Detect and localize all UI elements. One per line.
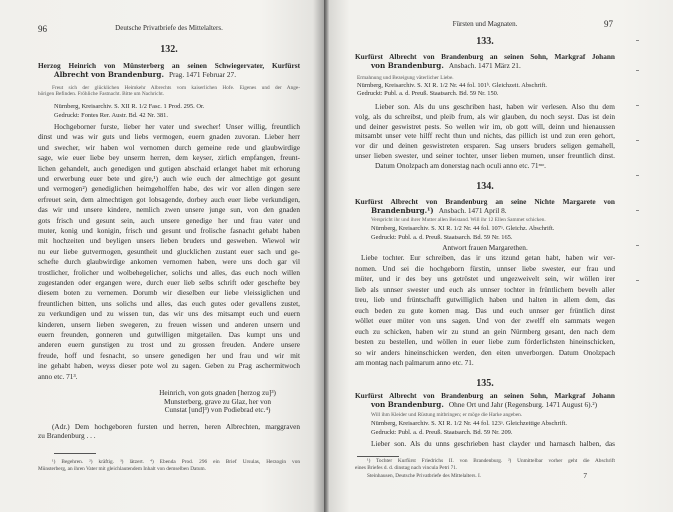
place-date: Ansbach. 1471 April 8. — [438, 206, 507, 215]
signature-line: Heinrich, von gots gnaden [herzog zu]³) — [159, 388, 276, 397]
margin-mark — [636, 40, 639, 41]
letter-summary: Ermahnung und Bezeigung väterlicher Liebe. — [357, 75, 454, 81]
margin-mark — [636, 140, 639, 141]
letter-title: Kurfürst Albrecht von Brandenburg an seinen Sohn, Markgraf Johann — [355, 52, 615, 61]
body-line: unser lieben swester, und seiner tochter, unser lieben mumen, unser freuntlich dinst. — [355, 151, 615, 160]
body-line: dinst und was wir guts und liebs vermogen, euern gnaden zuvoran. Lieber herr — [38, 132, 300, 142]
body-line: mit hochzeiten und beyligen unsers lieben bruders und geswehen. Wiewol wir — [38, 236, 300, 246]
printed-source: Gedruckt: Publ. a. d. Preuß. Staatsarch. Bd. 59 Nr. 150. — [357, 90, 499, 97]
printed-source: Gedruckt: Publ. a. d. Preuß. Staatsarch. Bd. 59 Nr. 209. — [371, 429, 513, 436]
body-line: schefte durch glaubwirdige ankomen vernomen haben, were uns doch gar vil — [38, 257, 300, 267]
letter-summary: Freut sich der glücklichen Heimkehr Albrechts vom kaiserlichen Hofe. Eigenes und der Ange- — [52, 85, 300, 91]
margin-mark — [636, 175, 639, 176]
place-date: Prag. 1471 Februar 27. — [168, 70, 237, 79]
footnote: Münsterberg, an ihren Vater mit gleichlautendem Inhalt von demselben Datum. — [38, 466, 206, 472]
body-line: wöllet euer müter von uns sagen. Und von der zwelff eln sammats wegen — [355, 316, 615, 325]
body-line: und swecher, wir haben wol vernomen durch gemeine rede und glaubwirdige — [38, 142, 300, 152]
letter-title-line2 — [371, 401, 597, 409]
body-line: diesem boten zu vernemen. Dorumb wir dieselben eur liebe vleissiglichen und — [38, 288, 300, 298]
body-line: euch zu schicken, haben wir zu stund an gein Nürmberg gesant, den nach dem — [355, 326, 615, 336]
address-line: (Adr.) Dem hochgeboren fursten und herren, heren Albrechten, marggraven — [52, 422, 300, 431]
letter-number: 133. — [476, 36, 494, 47]
body-line: gots frisch und gesunt sein, auch unsere genedige her und frau vater und — [38, 215, 300, 225]
place-date: Ansbach. 1471 März 21. — [448, 61, 521, 70]
body-line: euch beden zu gute komen mag. Das und euch unnser ger früntlich dinst — [355, 305, 615, 315]
footnote-rule — [54, 453, 96, 454]
letter-summary: Verspricht ihr und ihrer Mutter allen Beistand. Will ihr 12 Ellen Sammet schicken. — [371, 217, 546, 223]
body-line: sage, wie euer liebe bey unserm herren, dem keyser, zirlich empfangen, freunt- — [38, 153, 300, 163]
body-line: Hochgeborner furste, lieber her vater und swecher! Unser willig, freuntlich — [54, 122, 300, 131]
page-number: 96 — [38, 24, 47, 34]
archive-source: Nürnberg, Kreisarchiv. S. XI R. 1/2 Nr. 44 fol. 101ᵇ. Gleichzeit. Abschrift. — [357, 82, 547, 89]
printed-source: Gedruckt: Fontes Rer. Austr. Bd. 42 Nr. 381. — [54, 112, 168, 119]
body-line: lieb als unnser swester und euch als unnser tochter in früntlichem bevelh aller — [355, 284, 615, 294]
body-line: das wir und unsere kindere, nemlich zwen unsere junge sun, von den gnaden — [38, 205, 300, 215]
letter-heading: Antwort frauen Margarethen. — [442, 243, 528, 252]
addressee: Albrecht von Brandenburg. — [54, 70, 164, 79]
body-line: erfreuet sein, dem almechtigen got lobsagende, dorbey auch euer liebe verkundigen, — [38, 194, 300, 204]
running-head: Fürsten und Magnaten. — [452, 20, 518, 28]
letter-title: Herzog Heinrich von Münsterberg an seinen Schwiegervater, Kurfürst — [38, 61, 300, 70]
letter-title: Kurfürst Albrecht von Brandenburg an seinen Sohn, Markgraf Johann — [355, 391, 615, 400]
body-line: lichen gehandelt, auch genedigen und gutigen abschaid erlanget habet mit erhorung — [38, 163, 300, 173]
body-line: trostlicher, frolicher und wolbehegelicher, solichs und alles, das euch noch willen — [38, 267, 300, 277]
body-line: am montag nach palmarum anno etc. 71. — [355, 358, 474, 367]
body-line: freude, hoff und fesnacht, so unsere genedigen her und frau und wir mit — [38, 350, 300, 360]
letter-summary: hörigen Befinden. Fröhliche Fastnacht. Bitte um Nachricht. — [38, 91, 165, 97]
archive-source: Nürnberg, Kreisarchiv. S. XI R. 1/2 Nr. 44 fol. 107ᵃ. Gleichz. Abschrift. — [371, 225, 555, 232]
margin-mark — [636, 105, 639, 106]
footnote: ¹) Begehren. ²) kräftig. ³) lätzert. ⁴) Ebenda Prod. 296 ein Brief Ursulas, Herzogin von — [52, 459, 300, 465]
body-line: so wir anders hineinschicken werden, den eiten unverborgen. Datum Onolzpach — [355, 347, 615, 357]
body-line: muter, konig und konigin, frisch und gesunt und frolische fasnacht gehabt haben — [38, 226, 300, 235]
archive-source: Nürnberg, Kreisarchiv. S. XII R. 1/2 Fasc. 1 Prod. 295. Or. — [54, 103, 205, 110]
signature-line: Munsterberg, grave zu Glaz, her von — [163, 396, 272, 406]
body-line: Lieber son. Als du unns geschrieben hast clayder und harnasch halben, das — [371, 439, 615, 448]
body-line: treu, lieb und früntschafft gutwilliglich haben und halten in allem dem, das — [355, 295, 615, 304]
letter-title-line2 — [371, 207, 507, 215]
body-line: Liebe tochter. Eur schreiben, das ir uns itzund getan habt, haben wir ver- — [361, 253, 615, 262]
margin-mark — [636, 245, 639, 246]
body-line: müter, und ir des bey uns getröstet und ungezweivelt sein, wir wöllen irer — [355, 274, 615, 283]
sheet-number: 7 — [583, 471, 587, 480]
addressee: von Brandenburg. — [371, 61, 444, 70]
printed-source: Gedruckt: Publ. a. d. Preuß. Staatsarch. Bd. 59 Nr. 165. — [371, 234, 513, 241]
letter-title: Kurfürst Albrecht von Brandenburg an seine Nichte Margarete von — [355, 197, 615, 206]
body-line: und deiner geswistret pests. So wellen wir im, ob gott will, deinn und hienaussen — [355, 121, 615, 131]
page-number: 97 — [604, 19, 613, 29]
address-line: zu Brandenburg . . . — [38, 431, 96, 440]
body-line: besten zu bestellen, und wöllen in euer liebe zum förderlichsten hineinschicken, — [355, 337, 615, 346]
body-line: und erwerbung euer bete und gire,¹) auch wie euch der almechtige got gesunt — [38, 174, 300, 183]
body-line: freuntlichen bitten, uns solichs und alles, das euch gutes oder gevallens zustet, — [38, 298, 300, 308]
body-line: Datum Onolzpach am donerstag nach oculi anno etc. 71ᵐᵒ. — [375, 160, 547, 170]
letter-title-line2 — [54, 71, 236, 79]
body-line: mitsambt unser vete hilff recht thun und nichts, das pillich ist und zun eren gehort, — [355, 131, 615, 141]
body-line: ine gehabt haben, weyss dieser pote wol zu sagen. Geben zu Prag aschermitwoch — [38, 361, 300, 371]
body-line: euern freunden, gonneren und gutwilligen mitgetailen. Das kumpt uns und — [38, 330, 300, 339]
body-line: anderen euern gunstigen zu trost und zu grossen freuden. Andere unsere — [38, 340, 300, 350]
body-line: nomen. Und sei die hochgeborn fürstin, unnser liebe swester, eur frau und — [355, 263, 615, 273]
body-line: kinderen, unsern lieben swegeren, zu freuen wissen und anderen unsern und — [38, 319, 300, 329]
body-line: nu eur liebe gutvermogen, gesuntheit und glucklichen zustant euer sach und ge- — [38, 246, 300, 256]
addressee: von Brandenburg. — [371, 400, 444, 409]
body-line: zu verkundigen und zu wissen tun, das wir uns des mitsampt euch und euern — [38, 309, 300, 319]
letter-title-line2 — [371, 62, 521, 70]
body-line: und vermogen²) genediglichen heimgeholffen habe, des wir vor allen dingen sere — [38, 184, 300, 194]
signature-line: Cunstat [und]³) von Podiebrad etc.⁴) — [164, 405, 271, 415]
addressee: Brandenburg.¹) — [371, 206, 434, 215]
footnote: ¹) Tochter Kurfürst Friedrichs II. von Brandenburg. ²) Unmittelbar vorher geht die Abschrift — [367, 458, 615, 464]
margin-mark — [636, 70, 639, 71]
running-head: Deutsche Privatbriefe des Mittelalters. — [115, 24, 223, 32]
body-line: Lieber son. Als du uns geschriben hast, haben wir verlesen. Also thu dem — [375, 102, 615, 111]
letter-summary: Will ihm Kleider und Rüstung mitbringen; er möge die Harke angeben. — [371, 412, 523, 418]
body-line: vor dir und deinen geswistreten ersparen. Sag unsers bruders seligen gemahell, — [355, 141, 615, 151]
body-line: anno etc. 71³. — [38, 371, 78, 381]
place-date: Ohne Ort und Jahr (Regensburg. 1471 August 6).²) — [448, 400, 598, 409]
letter-number: 135. — [476, 378, 494, 389]
body-line: zugestanden oder ergangen were, durch euer lieb selbs schrift oder geschefte bey — [38, 278, 300, 287]
letter-number: 134. — [476, 181, 494, 192]
printer-signature: Steinhausen, Deutsche Privatbriefe des Mittelalters. I. — [367, 473, 482, 479]
margin-mark — [636, 280, 639, 281]
letter-number: 132. — [160, 44, 178, 55]
margin-mark — [636, 210, 639, 211]
archive-source: Nürnberg, Kreisarchiv. S. XI R. 1/2 Nr. 44 fol. 123ᵃ. Gleichzeitige Abschrift. — [371, 420, 567, 427]
footnote: eines Briefes d. d. dinstag nach vincula Petri 71. — [355, 465, 458, 471]
body-line: volg, als du schreibst, und pleib frum, als wir glauben, du noch seyst. Das ist dein — [355, 111, 615, 121]
